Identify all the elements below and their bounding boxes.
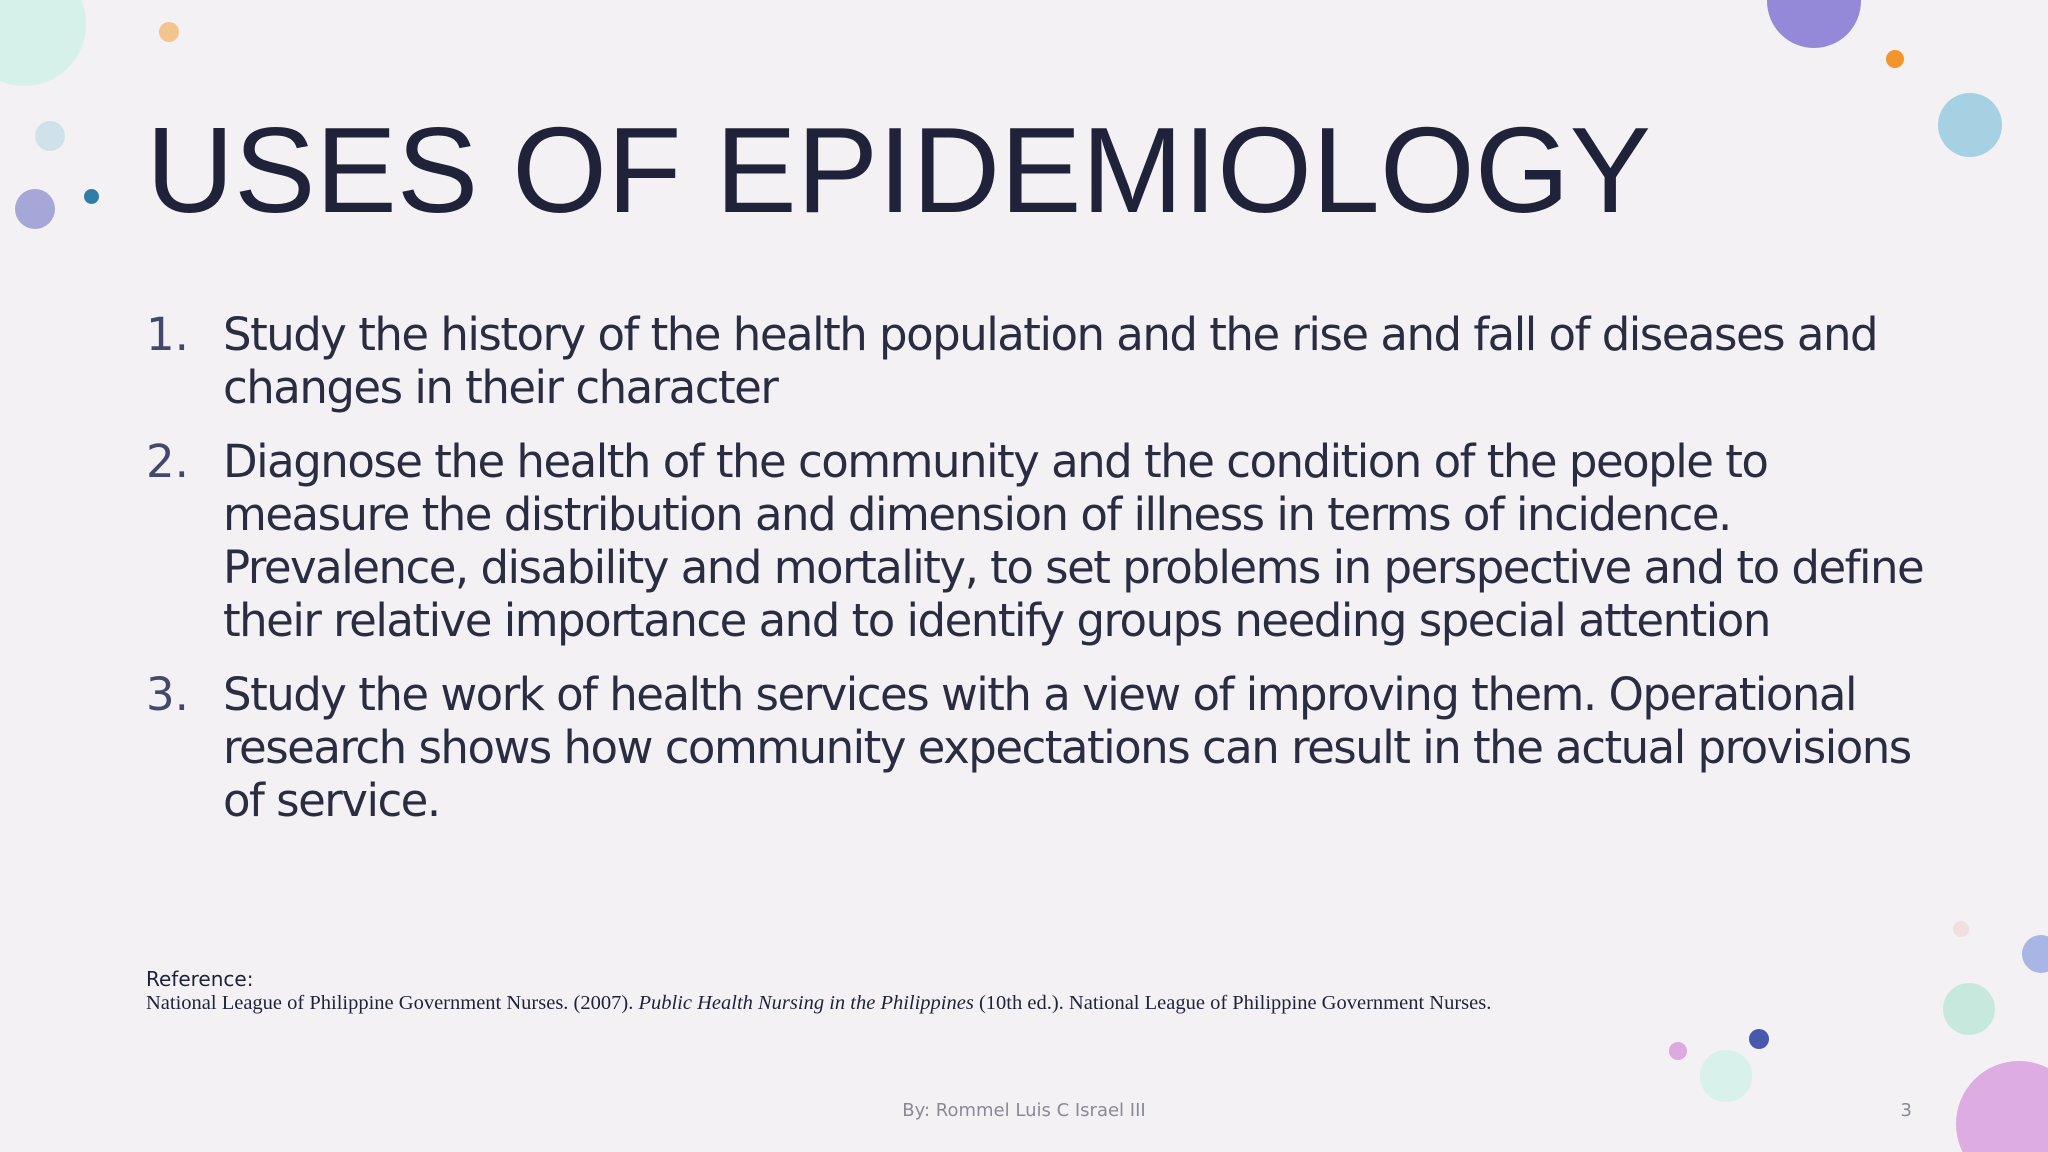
list-item-number: 3. xyxy=(146,668,189,721)
page-number: 3 xyxy=(1900,1100,1912,1121)
decorative-dot xyxy=(1700,1050,1752,1102)
decorative-dot xyxy=(84,189,99,204)
list-item-text: Study the history of the health population and the rise and fall of diseases and changes in their character xyxy=(223,308,1878,414)
list-item-text: Study the work of health services with a view of improving them. Operational research shows how community expectations can result in the actual provisions of service. xyxy=(223,668,1911,827)
list-item-number: 1. xyxy=(146,308,189,361)
uses-list xyxy=(146,308,1926,848)
decorative-dot xyxy=(2022,935,2048,973)
reference-citation xyxy=(146,990,1491,1016)
decorative-dot xyxy=(1886,50,1904,68)
decorative-dot xyxy=(1767,0,1861,48)
slide-title: USES OF EPIDEMIOLOGY xyxy=(146,102,1651,238)
decorative-dot xyxy=(1938,93,2002,157)
list-item-text: Diagnose the health of the community and the condition of the people to measure the distribution and dimension of illness in terms of incidence. Prevalence, disability and mortality, to set problems in perspective and to define their relative importance and to identify groups needing special attention xyxy=(223,435,1924,647)
list-item xyxy=(146,668,1926,827)
footer-author: By: Rommel Luis C Israel III xyxy=(902,1100,1146,1121)
list-item xyxy=(146,435,1926,647)
decorative-dot xyxy=(15,189,55,229)
list-item xyxy=(146,308,1926,414)
decorative-dot xyxy=(1669,1042,1687,1060)
decorative-dot xyxy=(1749,1029,1769,1049)
decorative-dot xyxy=(1953,921,1969,937)
reference-edition-publisher: (10th ed.). National League of Philippine Government Nurses. xyxy=(973,992,1492,1014)
decorative-dot xyxy=(1943,983,1995,1035)
decorative-dot xyxy=(35,121,65,151)
reference-author-year: National League of Philippine Government Nurses. (2007). xyxy=(146,992,639,1014)
decorative-dot xyxy=(0,0,86,86)
list-item-number: 2. xyxy=(146,435,189,488)
decorative-dot xyxy=(159,22,179,42)
reference-book-title: Public Health Nursing in the Philippines xyxy=(638,992,974,1014)
reference-label: Reference: xyxy=(146,967,254,991)
